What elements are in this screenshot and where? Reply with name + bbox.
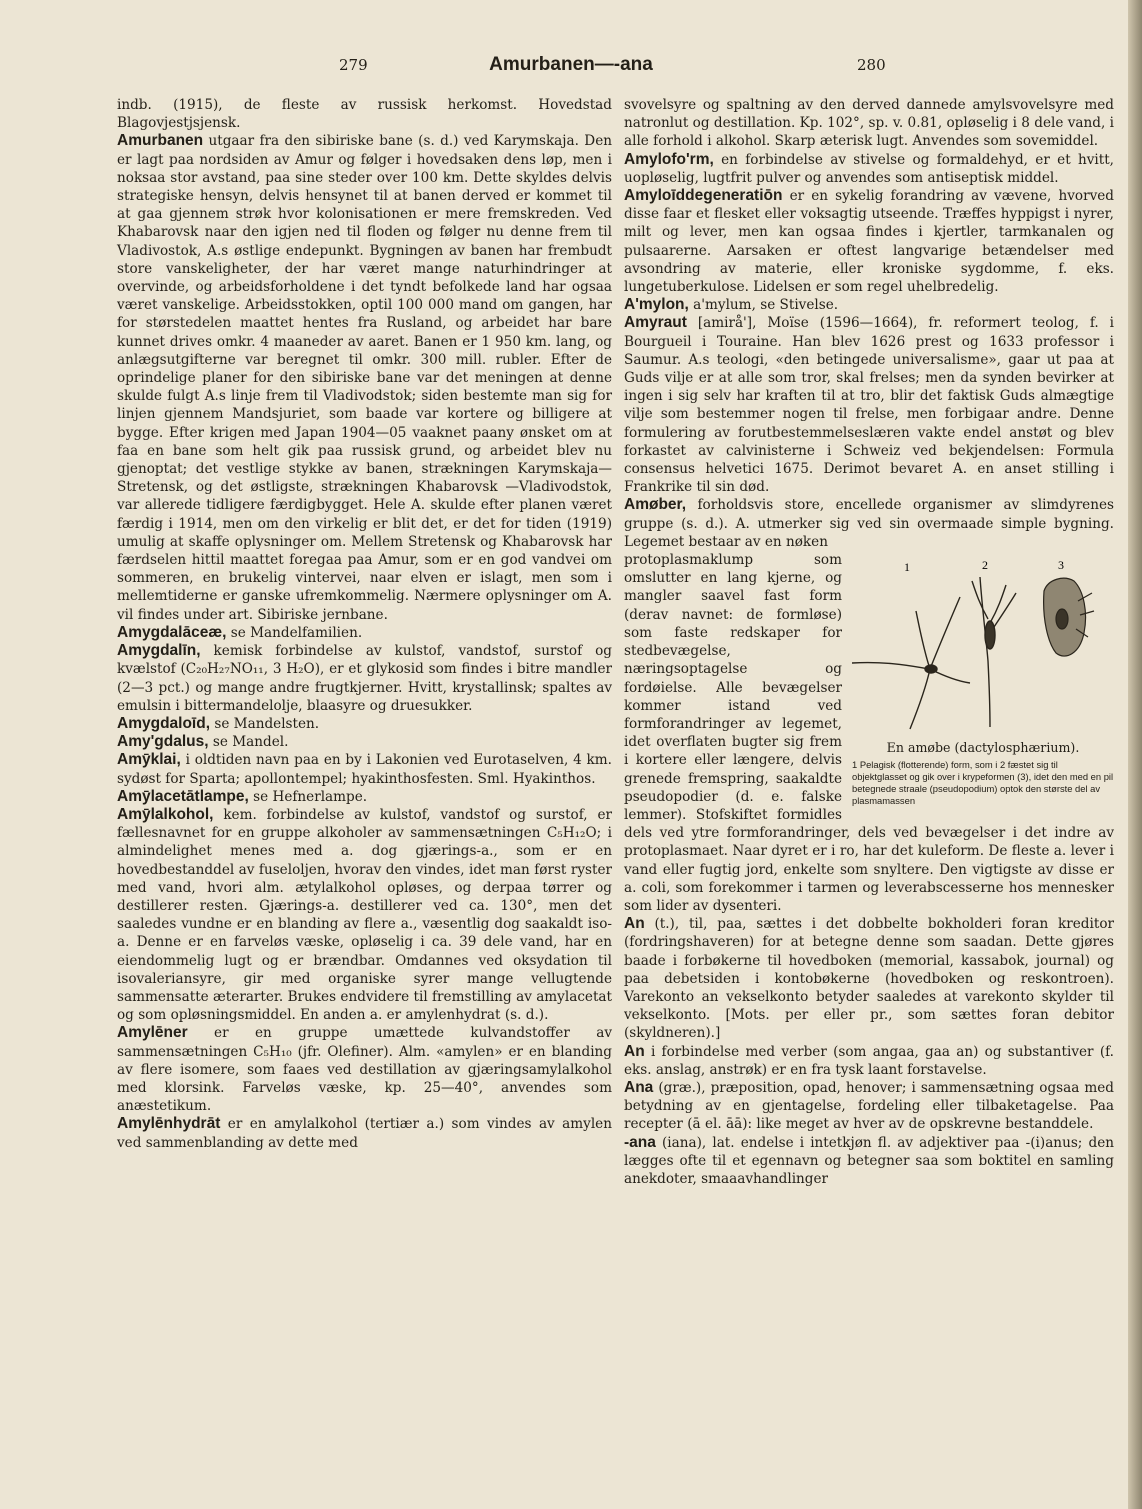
entry-headword: Amy'gdalus, (117, 733, 209, 751)
entry (117, 624, 612, 642)
entry-headword: Amȳlacetātlampe, (117, 787, 249, 805)
entry (624, 296, 1114, 314)
right-page-number: 280 (857, 56, 886, 74)
entry (117, 788, 612, 806)
entry-text: utgaar fra den sibiriske bane (s. d.) ved Karymskaja. Den er lagt paa nordsiden av Amur og følger i hovedsaken dens løp, men i noksaa stor avstand, paa sine steder over 100 km. Dette skyldes delvis strategiske hensyn, delvis hensynet til at banen derved er kommet til at gaa gjennem strøk hvor kolonisationen er mere fremskreden. Ved Khabarovsk naar den igjen ned til floden og følger nu denne frem til Vladivostok, A.s østlige endepunkt. Bygningen av banen har frembudt store vanskeligheter, der har været mange naturhindringer at overvinde, og arbeidsforholdene i det tyndt befolkede land har ogsaa været vanskelige. Arbeidsstokken, optil 100 000 mand om gangen, har for størstedelen maattet hentes fra Rusland, og arbeidet har bare kunnet drives omkr. 4 maaneder av aaret. Banen er 1 950 km. lang, og anlægsutgifterne var beregnet til omkr. 300 mill. rubler. Efter de oprindelige planer for den sibiriske bane var det meningen at denne skulde fulgt A.s linje frem til Vladivodstok; siden bestemte man sig for linjen gjennem Mandsjuriet, som baade var kortere og billigere at bygge. Efter krigen med Japan 1904—05 vaaknet paany ønsket om at faa en bane som helt gik paa russisk grund, og arbeidet blev nu gjenoptat; det vestlige stykke av banen, strækningen Karymskaja—Stretensk, og det østligste, strækningen Khabarovsk —Vladivodstok, var allerede tidligere færdigbygget. Hele A. skulde efter planen været færdig i 1914, men om den virkelig er blit det, er det for tiden (1919) umulig at skaffe oplysninger om. Mellem Stretensk og Khabarovsk har færdselen hittil maattet foregaa paa Amur, som er en god vandvei om sommeren, en brukelig vintervei, naar elven er islagt, men som i mellemtiderne er ganske ufremkommelig. Nærmere oplysninger om A. vil findes under art. Sibiriske jernbane. (117, 133, 612, 623)
left-column (117, 96, 612, 1152)
entry-text: i oldtiden navn paa en by i Lakonien ved Eurotaselven, 4 km. sydøst for Sparta; apollontempel; hyakinthosfesten. Sml. Hyakinthos. (117, 752, 612, 787)
entry-text: er en gruppe umættede kulvandstoffer av sammensætningen C₅H₁₀ (jfr. Olefiner). Alm. «amylen» er en blanding av flere isomere, som faaes ved destillation av gjæringsamylalkohol med klorsink. Farveløs væske, kp. 25—40°, anvendes som anæstetikum. (117, 1025, 612, 1115)
amoeba-entry-with-figure (624, 551, 1114, 915)
entry (624, 1043, 1114, 1079)
entry-text: (t.), til, paa, sættes i det dobbelte bokholderi foran kreditor (fordringshaveren) for at betegne denne som saadan. Dette gjøres baade i forbøkerne til hovedboken (memorial, kassabok, journal) og paa debetsiden i kontobøkerne (hovedboken og reskontroen). Varekonto an vekselkonto betyder saaledes at varekonto skylder til vekselkonto. [Mots. per eller pr., som sættes foran debitor (skyldneren).] (624, 916, 1114, 1042)
entry-text: se Mandelsten. (214, 715, 320, 732)
figure-label-2: 2 (982, 558, 988, 573)
entry (624, 915, 1114, 1042)
entry-headword: Amøber, (624, 496, 687, 514)
entry (117, 715, 612, 733)
entry-headword: An (624, 1042, 645, 1060)
running-title: Amurbanen—-ana (489, 54, 653, 75)
entry (117, 642, 612, 715)
entry-text: [amirå'], Moïse (1596—1664), fr. reformert teolog, f. i Bourgueil i Touraine. Han blev 1626 prest og 1633 professor i Saumur. A.s teologi, «den betingede universalisme», gaar ut paa at Guds vilje er at alle som tror, skal frelses; men da synden bevirker at ingen i sig selv har kraften til at tro, blir det faktisk Guds almægtige vilje som bestemmer nogen til frelse, men forbigaar andre. Denne formulering av forutbestemmelseslæren vakte endel anstøt og blev forkastet av calvinisterne i Schweiz ved bekjendelsen: Formula consensus helvetici 1675. Derimot bevaret A. en anset stilling i Frankrike til sin død. (624, 315, 1114, 496)
entry (624, 151, 1114, 187)
entry (624, 496, 1114, 551)
entry-text: protoplasmaklump som omslutter en lang kjerne, og mangler saavel fast form (derav navnet: de formløse) som faste redskaper for stedbevægelse, næringsoptagelse og fordøielse. Alle bevægelser kommer istand ved formforandringer av legemet, idet overflaten bugter sig frem i kortere eller længere, delvis grenede fremspring, saakaldte pseudopodier (d. e. falske lemmer). Stofskiftet formidles dels ved ytre formforandringer, dels ved bevægelser i det indre av protoplasmaet. Naar dyret er i ro, har det kuleform. De fleste a. lever i vand eller fugtig jord, enkelte som snyltere. Den vigtigste av disse er a. coli, som forekommer i tarmen og leverabscesserne hos mennesker som lider av dysenteri. (624, 552, 1114, 914)
amoeba-illustration (852, 557, 1114, 737)
amoeba-form-1-drawing (852, 597, 970, 729)
entry-headword: Amygdalāceæ, (117, 623, 227, 641)
entry-headword: Amurbanen (117, 132, 204, 150)
entry-headword: Amygdalīn, (117, 642, 201, 660)
entry-headword: An (624, 915, 645, 933)
entry-headword: -ana (624, 1133, 656, 1151)
entry (624, 1134, 1114, 1189)
entry-headword: Amylēnhydrāt (117, 1115, 221, 1133)
entry (117, 751, 612, 787)
entry-headword: Amyraut (624, 314, 687, 332)
entry-headword: Amȳklai, (117, 751, 181, 769)
entry-text: (iana), lat. endelse i intetkjøn fl. av adjektiver paa -(i)anus; den lægges ofte til et egennavn og betegner saa som boktitel en samling anekdoter, smaaavhandlinger (624, 1134, 1114, 1187)
entry (624, 187, 1114, 296)
entry (624, 1079, 1114, 1134)
entry-headword: Amyloīddegeneratiōn (624, 187, 783, 205)
entry-text: er en sykelig forandring av vævene, hvorved disse faar et flesket eller voksagtig utseende. Træffes hyppigst i nyrer, milt og lever, men kan ogsaa findes i kjertler, tarmkanalen og pulsaarerne. Aarsaken er oftest langvarige betændelser med avsondring av materie, eller kroniske sygdomme, f. eks. lungetuberkulose. Lidelsen er som regel uhelbredelig. (624, 188, 1114, 296)
entry-text: indb. (1915), de fleste av russisk herkomst. Hovedstad Blagovjestjsjensk. (117, 97, 612, 132)
entry-headword: Amylofo'rm, (624, 150, 714, 168)
entry (117, 806, 612, 1024)
page-edge-shadow (1128, 0, 1142, 1509)
entry-text: (græ.), præposition, opad, henover; i sammensætning ogsaa med betydning av en gjentagelse, fordeling eller tilbaketagelse. Paa recepter (ā el. āā): like meget av hver av de opskrevne bestanddele. (624, 1079, 1115, 1133)
entry-headword: Amygdaloīd, (117, 714, 211, 732)
entry-text: se Hefnerlampe. (253, 788, 368, 805)
amoeba-form-2-drawing (972, 577, 1016, 727)
figure-label-3: 3 (1058, 558, 1064, 573)
entry (117, 1024, 612, 1115)
figure-caption: En amøbe (dactylosphærium). (886, 740, 1080, 756)
entry-headword: Amylēner (117, 1024, 188, 1042)
figure-legend: 1 Pelagisk (flotterende) form, som i 2 fæstet sig til objektglasset og gik over i krypeformen (3), idet den med en pil betegnede straale (pseudopodium) optok den største del av plasmamassen (852, 759, 1114, 807)
entry (624, 314, 1114, 496)
amoeba-form-3-drawing (1044, 578, 1094, 656)
entry (117, 96, 612, 132)
entry-text: en forbindelse av stivelse og formaldehyd, er et hvitt, uopløselig, lugtfrit pulver og anvendes som antiseptisk middel. (624, 151, 1115, 186)
entry (117, 733, 612, 751)
entry-text: svovelsyre og spaltning av den derved dannede amylsvovelsyre med natronlut og destillation. Kp. 102°, sp. v. 0.81, opløselig i 8 dele vand, i alle forhold i alkohol. Skarp æterisk lugt. Anvendes som sovemiddel. (624, 97, 1114, 150)
entry (117, 1115, 612, 1151)
entry (624, 96, 1114, 151)
entry-text: kemisk forbindelse av kulstof, vandstof, surstof og kvælstof (C₂₀H₂₇NO₁₁, 3 H₂O), er et glykosid som findes i bitre mandler (2—3 pct.) og mange andre frugtkjerner. Hvitt, krystallinsk; spaltes av emulsin i bittermandelolje, blaasyre og druesukker. (117, 643, 612, 714)
entry-text: se Mandelfamilien. (230, 624, 363, 641)
left-page-number: 279 (339, 56, 368, 74)
right-column (624, 96, 1114, 1188)
entry-text: i forbindelse med verber (som angaa, gaa an) og substantiver (f. eks. anslag, anstrøk) er en fra tysk laant forstavelse. (624, 1043, 1114, 1078)
entry-text: se Mandel. (212, 734, 289, 751)
amoeba-figure (852, 557, 1114, 807)
entry-text: a'mylum, se Stivelse. (693, 297, 839, 314)
entry-headword: Ana (624, 1078, 654, 1096)
entry-text: forholdsvis store, encellede organismer av slimdyrenes gruppe (s. d.). A. utmerker sig ved sin overmaade simple bygning. Legemet bestaar av en nøken (624, 497, 1115, 550)
entry-text: kem. forbindelse av kulstof, vandstof og surstof, er fællesnavnet for en gruppe alkoholer av sammensætningen C₅H₁₂O; i almindelighet menes med a. dog gjærings-a., som er en hovedbestanddel av fuseloljen, hvorav den vindes, idet man først ryster med vand, hvori alm. ætylalkohol opløses, og derpaa tørrer og destillerer resten. Gjærings-a. destillerer ved ca. 130°, men det saaledes vundne er en blanding av flere a., væsentlig dog saakaldt iso-a. Denne er en farveløs væske, opløselig i ca. 39 dele vand, har en eiendommelig lugt og er brændbar. Omdannes ved oksydation til isovaleriansyre, gir med organiske syrer mange vellugtende sammensatte æterarter. Brukes endvidere til fremstilling av amylacetat og som opløsningsmiddel. En anden a. er amylenhydrat (s. d.). (117, 806, 613, 1024)
entry-text: er en amylalkohol (tertiær a.) som vindes av amylen ved sammenblanding av dette med (117, 1116, 612, 1151)
figure-label-1: 1 (904, 560, 910, 575)
entry (117, 132, 612, 623)
page-header (0, 50, 1142, 80)
entry-headword: A'mylon, (624, 296, 689, 314)
entry-headword: Amȳlalkohol, (117, 805, 214, 823)
